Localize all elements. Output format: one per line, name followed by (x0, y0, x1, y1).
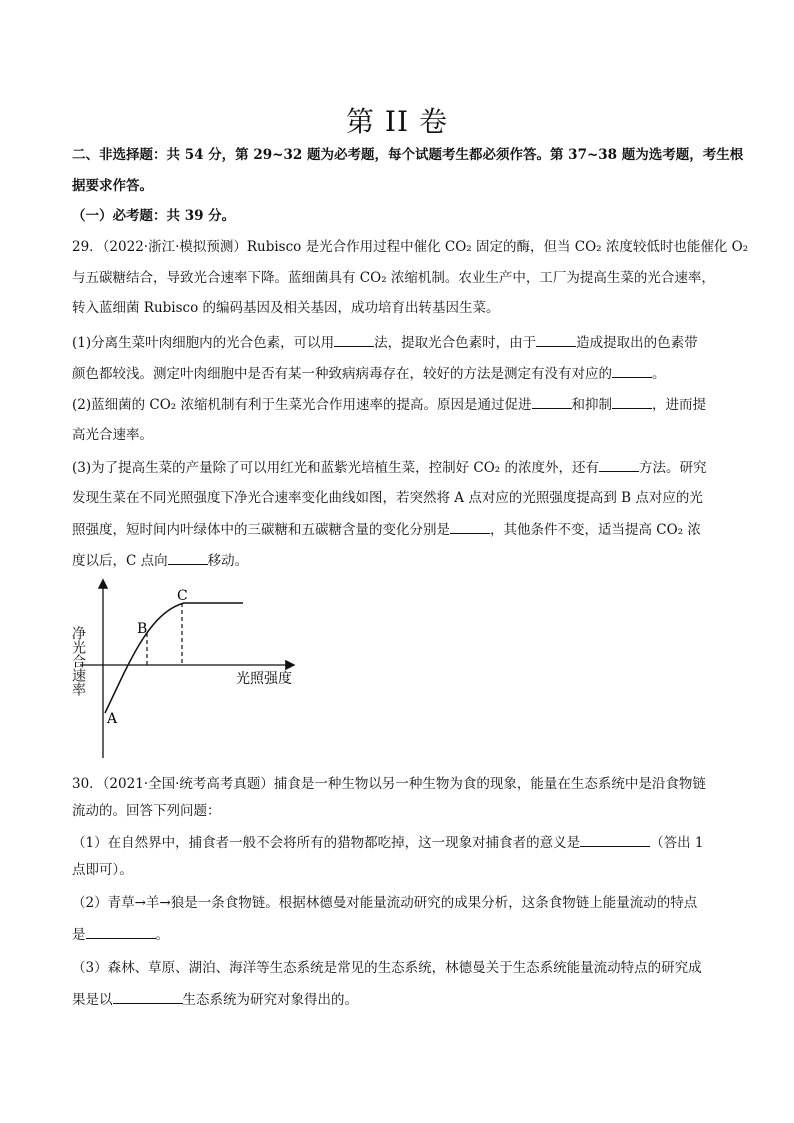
q29-part3-text-e: ，其他条件不变，适当提高 CO₂ 浓 (490, 522, 701, 538)
q30-part2-text-c: 。 (155, 927, 169, 943)
q29-part1-text-b: 法，提取光合色素时，由于 (374, 335, 537, 351)
q30-stem-line1: 30．（2021·全国·统考高考真题）捕食是一种生物以另一种生物为食的现象，能量在生态系统中是沿食物链 (72, 776, 706, 792)
y-axis-label: 净光合速率 (70, 626, 86, 696)
q29-part2-text-b: 和抑制 (571, 397, 613, 413)
q29-part2-text-c: ，进而提 (652, 397, 707, 413)
answer-blank[interactable] (113, 989, 183, 1004)
page-title: 第 II 卷 (346, 105, 448, 138)
q29-part1-text-c: 造成提取出的色素带 (576, 335, 698, 351)
q29-part1-line2 (72, 363, 732, 384)
curve-line (105, 603, 243, 713)
section-instruction-line1: 二、非选择题：共 54 分，第 29~32 题为必考题，每个试题考生都必须作答。第 37~38 题为选考题，考生根 (72, 147, 744, 163)
q30-part1-text-b: （答出 1 (650, 835, 704, 851)
answer-blank[interactable] (612, 394, 652, 409)
q29-part2-line2: 高光合速率。 (72, 427, 153, 443)
q29-stem-line1: 29．（2022·浙江·模拟预测）Rubisco 是光合作用过程中催化 CO₂ 固定的酶，但当 CO₂ 浓度较低时也能催化 O₂ (72, 239, 749, 255)
q29-part3-line4 (72, 550, 732, 571)
q29-part2-text-a: (2)蓝细菌的 CO₂ 浓缩机制有利于生菜光合作用速率的提高。原因是通过促进 (72, 397, 532, 413)
section-subheading: （一）必考题：共 39 分。 (72, 208, 236, 224)
point-a-label: A (107, 711, 118, 727)
q29-part1-text-d: 颜色都较浅。测定叶肉细胞中是否有某一种致病病毒存在，较好的方法是测定有没有对应的 (72, 366, 612, 382)
q29-part3-text-f: 度以后，C 点向 (72, 553, 168, 569)
q30-part3-text-b: 果是以 (72, 992, 113, 1008)
answer-blank[interactable] (612, 363, 652, 378)
photosynthesis-curve-graph (60, 573, 310, 763)
q29-part3-text-d: 照强度，短时间内叶绿体中的三碳糖和五碳糖含量的变化分别是 (72, 522, 450, 538)
answer-blank[interactable] (599, 457, 639, 472)
q29-part1-text-e: 。 (652, 366, 666, 382)
q30-part1-text-a: （1）在自然界中，捕食者一般不会将所有的猎物都吃掉，这一现象对捕食者的意义是 (72, 835, 581, 851)
q29-part3-line2: 发现生菜在不同光照强度下净光合速率变化曲线如图，若突然将 A 点对应的光照强度提高到 B 点对应的光 (72, 490, 703, 506)
q29-part3-text-b: 方法。研究 (639, 460, 707, 476)
q30-stem-line2: 流动的。回答下列问题： (72, 803, 221, 819)
q30-part3-line1: （3）森林、草原、湖泊、海洋等生态系统是常见的生态系统，林德曼关于生态系统能量流动特点的研究成 (72, 960, 702, 976)
answer-blank[interactable] (580, 832, 650, 847)
point-c-label: C (177, 588, 188, 604)
section-instruction-line2: 据要求作答。 (72, 178, 153, 194)
q29-part1-text-a: (1)分离生菜叶肉细胞内的光合色素，可以用 (72, 335, 335, 351)
q29-part3-text-a: (3)为了提高生菜的产量除了可以用红光和蓝紫光培植生菜，控制好 CO₂ 的浓度外，还有 (72, 460, 600, 476)
q29-part1-line1 (72, 332, 732, 353)
answer-blank[interactable] (532, 394, 572, 409)
answer-blank[interactable] (536, 332, 576, 347)
q30-part3-line2 (72, 989, 732, 1010)
q29-stem-line2: 与五碳糖结合，导致光合速率下降。蓝细菌具有 CO₂ 浓缩机制。农业生产中，工厂为提高生菜的光合速率， (72, 270, 715, 286)
answer-blank[interactable] (168, 550, 208, 565)
q30-part1-line1 (72, 832, 732, 853)
q29-part2-line1 (72, 394, 732, 415)
q30-part1-line2: 点即可）。 (72, 862, 133, 878)
graph-svg (60, 573, 310, 763)
q29-part3-line3 (72, 519, 732, 540)
q29-part3-line1 (72, 457, 732, 478)
answer-blank[interactable] (450, 519, 490, 534)
x-axis-label: 光照强度 (236, 671, 292, 687)
q30-part3-text-c: 生态系统为研究对象得出的。 (182, 992, 358, 1008)
q29-part3-text-g: 移动。 (207, 553, 249, 569)
answer-blank[interactable] (86, 924, 156, 939)
point-b-label: B (137, 621, 148, 637)
q29-stem-line3: 转入蓝细菌 Rubisco 的编码基因及相关基因，成功培育出转基因生菜。 (72, 300, 500, 316)
q30-part2-line2 (72, 924, 732, 945)
answer-blank[interactable] (334, 332, 374, 347)
q30-part2-text-b: 是 (72, 927, 86, 943)
q30-part2-line1: （2）青草→羊→狼是一条食物链。根据林德曼对能量流动研究的成果分析，这条食物链上能量流动的特点 (72, 895, 698, 911)
